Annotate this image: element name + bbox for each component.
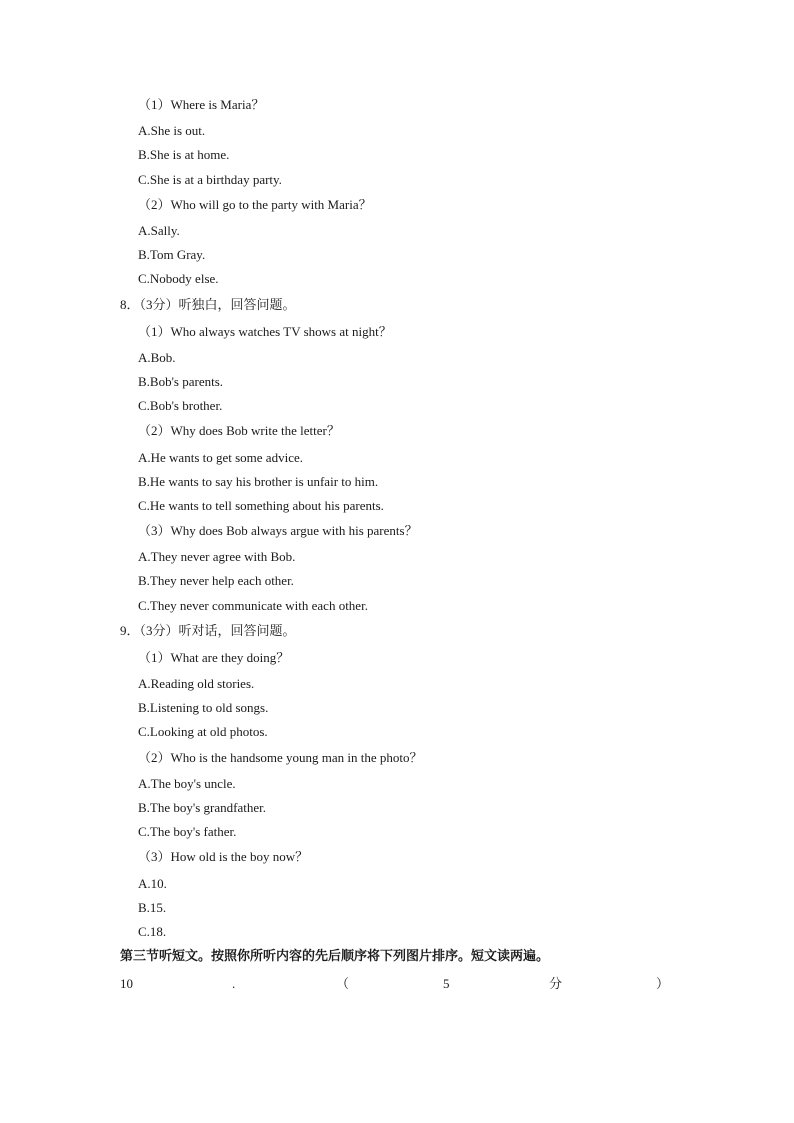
q9-sub1-option-a: A.Reading old stories. — [138, 676, 255, 691]
q8-sub3-question: （3）Why does Bob always argue with his parents？ — [138, 523, 418, 538]
q10-title-row — [0, 976, 794, 992]
q9-sub1-option-c: C.Looking at old photos. — [138, 724, 268, 739]
q8-sub3-option-b: B.They never help each other. — [138, 573, 294, 588]
q8-sub2-option-b: B.He wants to say his brother is unfair to him. — [138, 474, 379, 489]
q8-sub1-option-c: C.Bob's brother. — [138, 398, 223, 413]
q7-sub2-option-c: C.Nobody else. — [138, 271, 219, 286]
q7-sub1-option-b: B.She is at home. — [138, 147, 230, 162]
q8-sub1-option-a: A.Bob. — [138, 350, 176, 365]
q7-sub2-question: （2）Who will go to the party with Maria？ — [138, 197, 372, 212]
q8-sub3-option-a: A.They never agree with Bob. — [138, 549, 296, 564]
q10-open-paren: （ — [336, 976, 350, 991]
q9-sub3-question: （3）How old is the boy now？ — [138, 849, 309, 864]
q9-sub3-option-c: C.18. — [138, 924, 167, 939]
q8-title: 8．（3分）听独白，回答问题。 — [120, 297, 296, 312]
q10-number: 10 — [120, 976, 133, 991]
section3-heading: 第三节听短文。按照你所听内容的先后顺序将下列图片排序。短文读两遍。 — [120, 949, 550, 964]
q8-sub3-option-c: C.They never communicate with each other. — [138, 598, 368, 613]
q9-sub3-option-a: A.10. — [138, 876, 167, 891]
q9-sub1-option-b: B.Listening to old songs. — [138, 700, 269, 715]
q8-sub2-question: （2）Why does Bob write the letter？ — [138, 423, 340, 438]
q7-sub2-option-b: B.Tom Gray. — [138, 247, 206, 262]
q10-close-paren: ） — [656, 976, 670, 991]
q9-sub2-question: （2）Who is the handsome young man in the photo？ — [138, 750, 423, 765]
q9-sub2-option-c: C.The boy's father. — [138, 824, 237, 839]
q10-points: 5 — [443, 976, 450, 991]
q9-sub1-question: （1）What are they doing？ — [138, 650, 290, 665]
q7-sub1-option-a: A.She is out. — [138, 123, 206, 138]
q7-sub1-question: （1）Where is Maria？ — [138, 97, 265, 112]
q10-dot: . — [232, 976, 236, 991]
q9-title: 9．（3分）听对话，回答问题。 — [120, 623, 296, 638]
q8-sub1-option-b: B.Bob's parents. — [138, 374, 224, 389]
q7-sub2-option-a: A.Sally. — [138, 223, 180, 238]
q8-sub2-option-a: A.He wants to get some advice. — [138, 450, 303, 465]
q7-sub1-option-c: C.She is at a birthday party. — [138, 172, 282, 187]
q10-points-unit: 分 — [549, 976, 563, 991]
q8-sub2-option-c: C.He wants to tell something about his parents. — [138, 498, 384, 513]
q9-sub2-option-b: B.The boy's grandfather. — [138, 800, 266, 815]
q9-sub2-option-a: A.The boy's uncle. — [138, 776, 236, 791]
q8-sub1-question: （1）Who always watches TV shows at night？ — [138, 324, 392, 339]
q9-sub3-option-b: B.15. — [138, 900, 167, 915]
